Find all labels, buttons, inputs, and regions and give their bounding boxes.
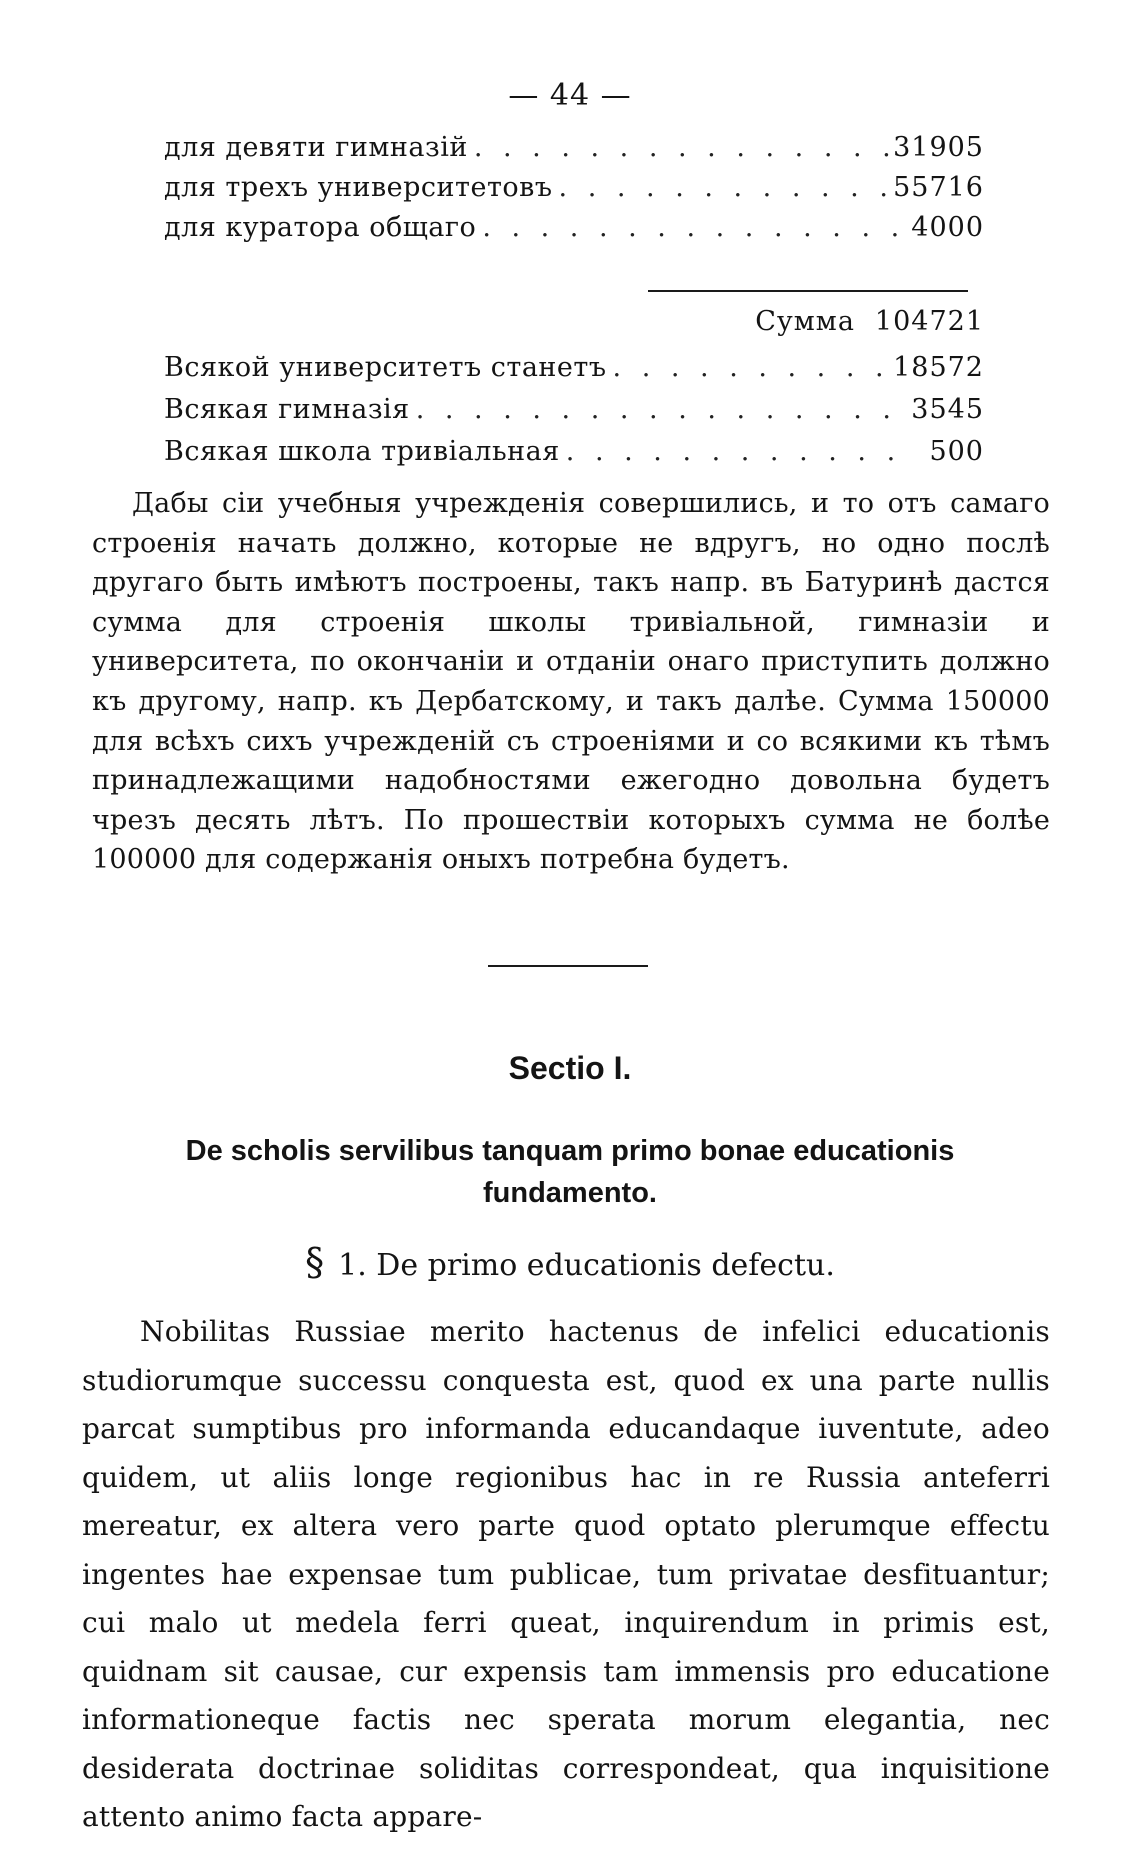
sum-rule: [648, 290, 968, 292]
ledger-row-universities: [164, 172, 984, 212]
section-sign: §: [305, 1240, 325, 1284]
dot-leader: [607, 352, 894, 383]
ledger-value: 31905: [893, 132, 984, 163]
dot-leader: [410, 394, 898, 425]
page-number: — 44 —: [508, 78, 632, 113]
section-subtitle: De scholis servilibus tanquam primo bonae educationis fundamento.: [185, 1135, 955, 1209]
per-unit-value: 3545: [911, 394, 984, 425]
section-divider: [488, 965, 648, 967]
ledger-label: для трехъ университетовъ: [164, 172, 553, 203]
ledger-label: для куратора общаго: [164, 212, 477, 243]
dot-leader: [468, 132, 893, 163]
dot-leader: [560, 436, 898, 467]
dot-leader: [476, 212, 898, 243]
sum-label: Сумма: [755, 306, 855, 337]
per-unit-row-gymnasium: [164, 394, 984, 434]
dot-leader: [553, 172, 894, 203]
section-heading: Sectio I.: [508, 1050, 632, 1086]
russian-paragraph: Дабы сіи учебныя учрежденія совершились, и то отъ самаго строенія начать должно, которые не вдругъ, но одно послѣ другаго быть имѣютъ построены, такъ напр. въ Батуринѣ дастся сумма для строенія школы тривіальной, гимназіи и университета, по окончаніи и отданіи онаго приступить должно къ другому, напр. къ Дербатскому, и такъ далѣе. Сумма 150000 для всѣхъ сихъ учрежденій съ строеніями и со всякими къ тѣмъ принадлежащими надобностями ежегодно довольна будетъ чрезъ десять лѣтъ. По прошествіи которыхъ сумма не болѣе 100000 для содержанія оныхъ потребна будетъ.: [92, 488, 1050, 876]
ledger-row-curator: [164, 212, 984, 252]
paragraph-heading: [0, 1240, 1140, 1284]
sum-value: 104721: [874, 306, 984, 337]
ledger-value: 4000: [911, 212, 984, 243]
ledger-label: для девяти гимназій: [164, 132, 468, 163]
ledger-row-gymnasia: [164, 132, 984, 172]
paragraph-title: 1. De primo educationis defectu.: [338, 1248, 835, 1283]
ledger-value: 55716: [893, 172, 984, 203]
per-unit-label: Всякая гимназія: [164, 394, 410, 425]
per-unit-value: 18572: [893, 352, 984, 383]
latin-paragraph: Nobilitas Russiae merito hactenus de infelici educationis studiorumque successu conquesta est, quod ex una parte nullis parcat sumptibus pro informanda educandaque iuventute, adeo quidem, ut aliis longe regionibus hac in re Russia anteferri mereatur, ex altera vero parte quod optato plerumque effectu ingentes hae expensae tum publicae, tum privatae desfituantur; cui malo ut medela ferri queat, inquirendum in primis est, quidnam sit causae, cur expensis tam immensis pro educatione informationeque factis nec sperata morum elegantia, nec desiderata doctrinae soliditas correspondeat, qua inquisitione attento animo facta appare-: [82, 1315, 1050, 1833]
per-unit-label: Всякая школа тривіальная: [164, 436, 560, 467]
per-unit-row-trivial-school: [164, 436, 984, 476]
per-unit-label: Всякой университетъ станетъ: [164, 352, 607, 383]
per-unit-row-university: [164, 352, 984, 392]
per-unit-value: 500: [929, 436, 984, 467]
sum-total-row: [164, 306, 984, 346]
